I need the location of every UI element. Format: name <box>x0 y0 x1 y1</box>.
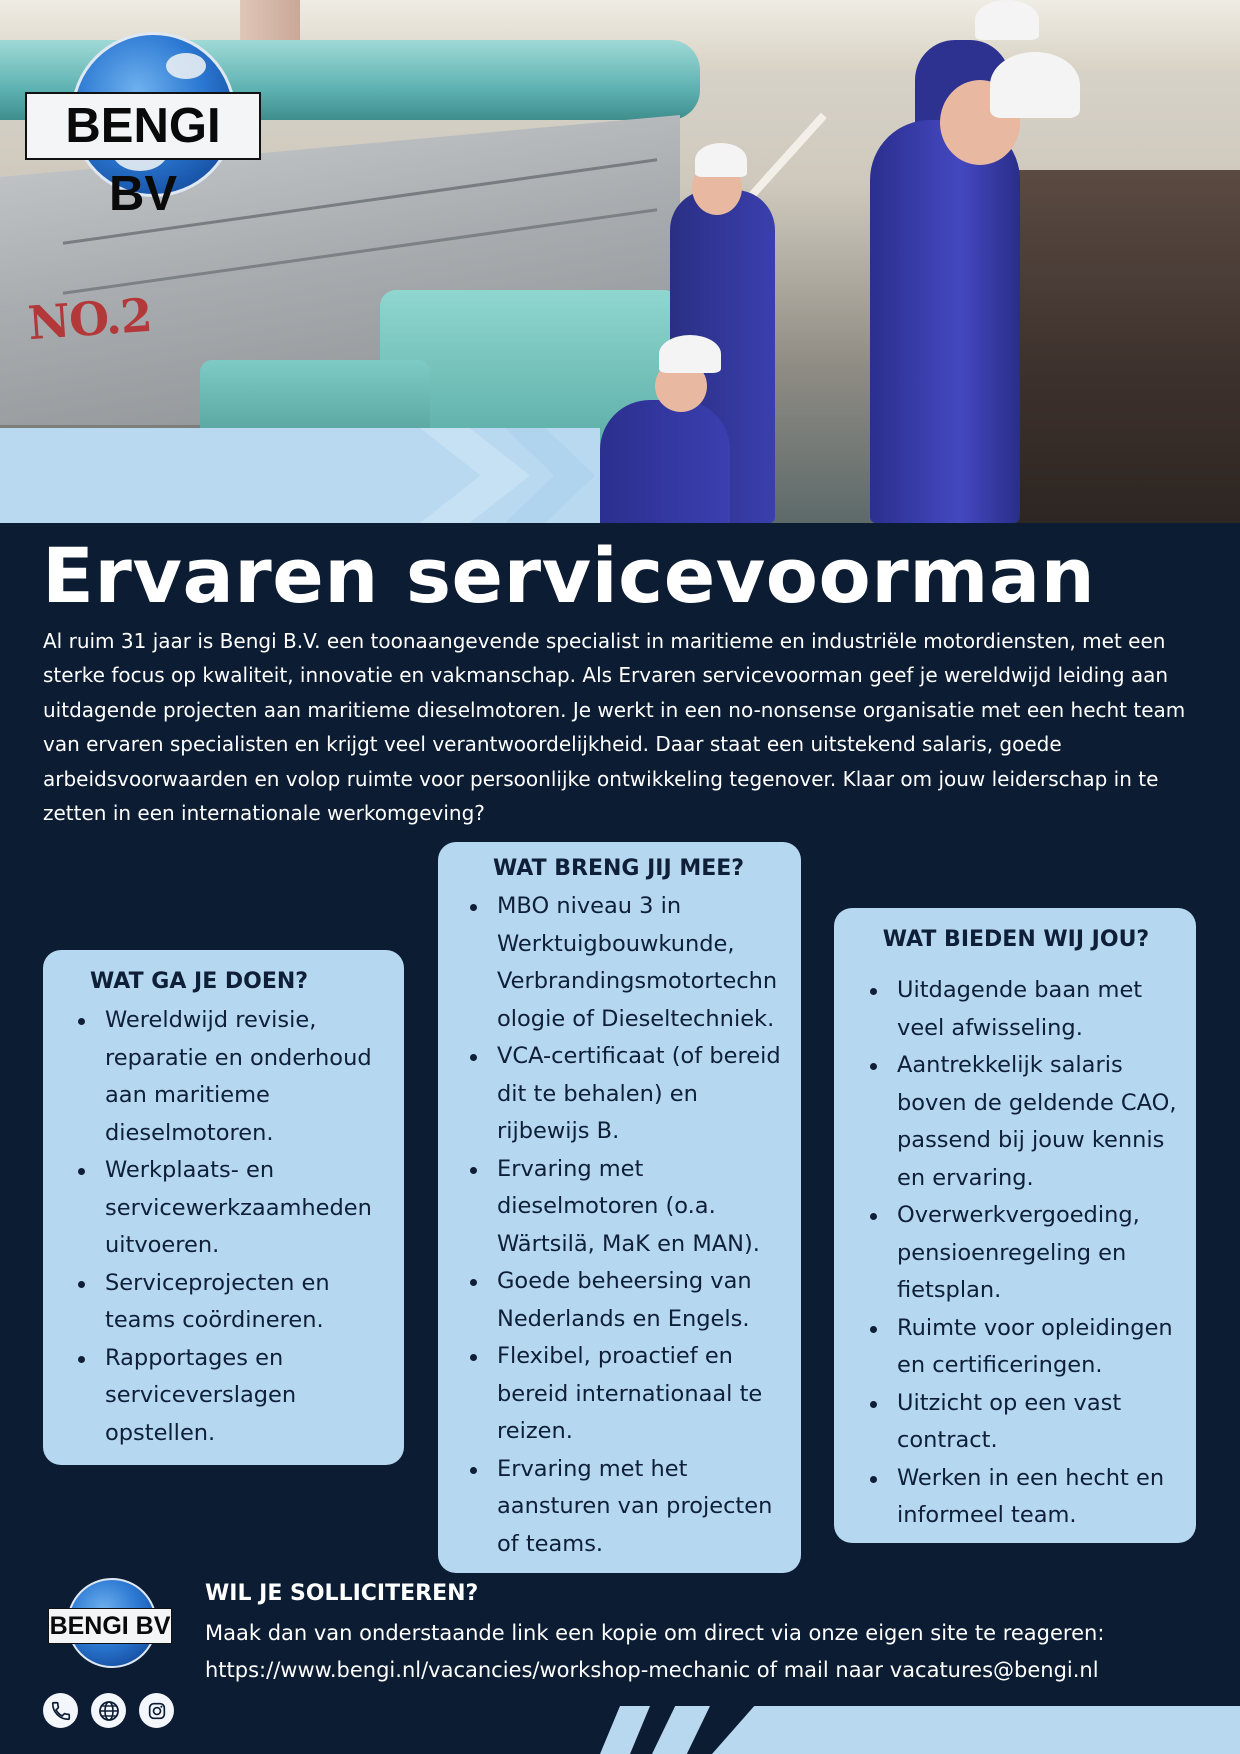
logo-text: BENGI BV <box>49 1612 171 1640</box>
worker-figure <box>600 400 730 523</box>
instagram-icon[interactable] <box>139 1693 174 1728</box>
hard-hat <box>975 0 1039 40</box>
worker-figure <box>870 120 1020 523</box>
card-heading: WAT BRENG JIJ MEE? <box>492 856 745 881</box>
hero-photo <box>0 0 1240 523</box>
globe-icon[interactable] <box>91 1693 126 1728</box>
phone-icon[interactable] <box>43 1693 78 1728</box>
decorative-stripe <box>600 1706 650 1754</box>
list-item: Aantrekkelijk salaris boven de geldende CAO, passend bij jouw kennis en ervaring. <box>897 1047 1182 1197</box>
list-item: Uitzicht op een vast contract. <box>897 1385 1182 1460</box>
engine-number-label: NO.2 <box>26 287 154 351</box>
list-item: Serviceprojecten en teams coördineren. <box>105 1265 392 1340</box>
hard-hat <box>990 52 1080 118</box>
list-item: Overwerkvergoeding, pensioenregeling en fietsplan. <box>897 1197 1182 1310</box>
list-item: Ruimte voor opleidingen en certificeringen. <box>897 1310 1182 1385</box>
decorative-stripe <box>652 1706 710 1754</box>
contact-icons <box>43 1693 174 1729</box>
footer-logo <box>46 1574 174 1678</box>
card-heading: WAT GA JE DOEN? <box>90 969 309 994</box>
card-tasks <box>43 950 404 1465</box>
list-item: Werken in een hecht en informeel team. <box>897 1460 1182 1535</box>
list-item: Werkplaats- en servicewerkzaamheden uitvoeren. <box>105 1152 392 1265</box>
company-logo <box>25 22 265 221</box>
list-item: Goede beheersing van Nederlands en Engels. <box>497 1263 787 1338</box>
apply-link[interactable]: https://www.bengi.nl/vacancies/workshop-mechanic of mail naar vacatures@bengi.nl <box>205 1658 1099 1682</box>
globe-continent <box>166 53 206 79</box>
list-item: Ervaring met dieselmotoren (o.a. Wärtsilä, MaK en MAN). <box>497 1151 787 1264</box>
list-item: Flexibel, proactief en bereid internationaal te reizen. <box>497 1338 787 1451</box>
card-heading: WAT BIEDEN WIJ JOU? <box>882 927 1150 952</box>
hard-hat <box>659 335 721 373</box>
card-list <box>450 888 787 1563</box>
page-title: Ervaren servicevoorman <box>42 531 1096 620</box>
decorative-stripe <box>712 1706 1240 1754</box>
apply-instructions: Maak dan van onderstaande link een kopie om direct via onze eigen site te reageren: <box>205 1621 1105 1645</box>
list-item: Ervaring met het aansturen van projecten of teams. <box>497 1451 787 1564</box>
card-requirements <box>438 842 801 1573</box>
logo-text: BENGI BV <box>65 99 221 221</box>
card-list <box>850 972 1182 1535</box>
list-item: Wereldwijd revisie, reparatie en onderhoud aan maritieme dieselmotoren. <box>105 1002 392 1152</box>
apply-heading: WIL JE SOLLICITEREN? <box>205 1581 479 1606</box>
card-list <box>58 1002 392 1452</box>
list-item: Uitdagende baan met veel afwisseling. <box>897 972 1182 1047</box>
hero-engine-cylinders <box>1000 170 1240 523</box>
list-item: Rapportages en serviceverslagen opstellen. <box>105 1340 392 1453</box>
list-item: VCA-certificaat (of bereid dit te behalen) en rijbewijs B. <box>497 1038 787 1151</box>
list-item: MBO niveau 3 in Werktuigbouwkunde, Verbrandingsmotortechn ologie of Dieseltechniek. <box>497 888 787 1038</box>
card-offer <box>834 908 1196 1543</box>
hard-hat <box>695 143 747 177</box>
intro-paragraph: Al ruim 31 jaar is Bengi B.V. een toonaangevende specialist in maritieme en industriële motordiensten, met een sterke focus op kwaliteit, innovatie en vakmanschap. Als Ervaren servicevoorman geef je wereldwijd leiding aan uitdagende projecten aan maritieme dieselmotoren. Je werkt in een no-nonsense organisatie met een hecht team van ervaren specialisten en krijgt veel verantwoordelijkheid. Daar staat een uitstekend salaris, goede arbeidsvoorwaarden en volop ruimte voor persoonlijke ontwikkeling tegenover. Klaar om jouw leiderschap in te zetten in een internationale werkomgeving? <box>43 629 1186 826</box>
